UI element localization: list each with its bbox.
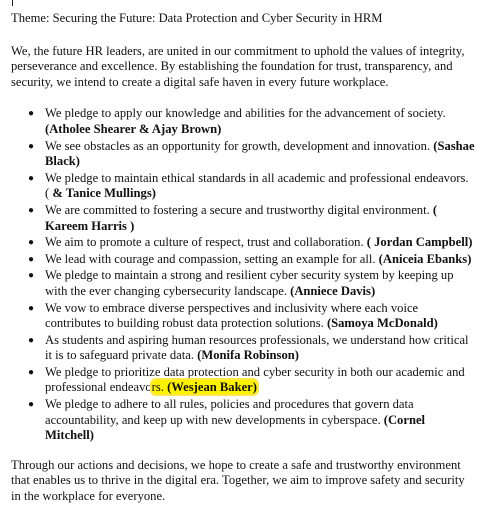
list-item [11,301,475,332]
pledge-text: We pledge to maintain a strong and resilient cyber security system by keeping up with the ever changing cybersecurity landscape. [45,268,454,298]
document-body [11,0,475,505]
pledge-author: (Monifa Robinson) [197,348,299,363]
pledge-text: We vow to embrace diverse perspectives and inclusivity where each voice contributes to building robust data protection solutions. [45,300,419,331]
list-item [11,235,475,251]
pledge-author: ( Jordan Campbell) [366,235,473,250]
pledge-text: We pledge to apply our knowledge and abilities for the advancement of society. [45,106,446,121]
pledge-author: ( Kareem Harris ) [45,202,438,233]
list-item [11,333,475,364]
highlighted-pledge-text: rs. [151,380,168,395]
pledge-author: (Wesjean Baker) [167,380,257,395]
list-item [11,139,475,170]
pledge-author: (Sashae Black) [45,138,475,169]
pledge-author: & Tanice Mullings) [52,186,156,201]
pledge-author: (Cornel Mitchell) [45,412,426,443]
document-title: Theme: Securing the Future: Data Protection and Cyber Security in HRM [11,11,383,25]
pledge-text: As students and aspiring human resources professionals, we understand how critical it is to safeguard private data. [45,332,469,363]
pledge-author: (Aniceia Ebanks) [378,251,472,266]
intro-paragraph: We, the future HR leaders, are united in our commitment to uphold the values of integrity, perseverance and excellence. By establishing the foundation for trust, transparency, and security, we intend to create a digital safe haven in every future workplace. [11,43,465,89]
pledge-author: (Atholee Shearer & Ajay Brown) [45,121,222,136]
pledge-text: We pledge to prioritize data protection and cyber security in both our academic and professional endeavo [45,364,465,395]
pledge-list [11,106,475,443]
pledge-text: We aim to promote a culture of respect, trust and collaboration. [45,235,367,250]
pledge-author: (Samoya McDonald) [326,316,438,331]
closing-paragraph: Through our actions and decisions, we hope to create a safe and trustworthy environment that enables us to thrive in the digital era. Together, we aim to improve safety and security in the workplace for everyone. [11,457,465,504]
pledge-text: We see obstacles as an opportunity for growth, development and innovation. [45,138,434,153]
list-item [11,397,475,444]
list-item [11,106,475,137]
list-item [11,252,475,268]
pledge-author: (Anniece Davis) [290,283,376,298]
highlighted-text [152,380,257,394]
list-item [11,171,475,202]
pledge-text: We are committed to fostering a secure and trustworthy digital environment. [45,202,433,217]
list-item [11,203,475,234]
list-item [11,268,475,299]
list-item [11,365,475,396]
pledge-text: We lead with courage and compassion, setting an example for all. [45,251,379,266]
pledge-text: We pledge to maintain ethical standards in all academic and professional endeavors. ( [45,170,469,201]
pledge-text: We pledge to adhere to all rules, policies and procedures that govern data accountability, and keep up with new developments in cyberspace. [45,397,414,427]
